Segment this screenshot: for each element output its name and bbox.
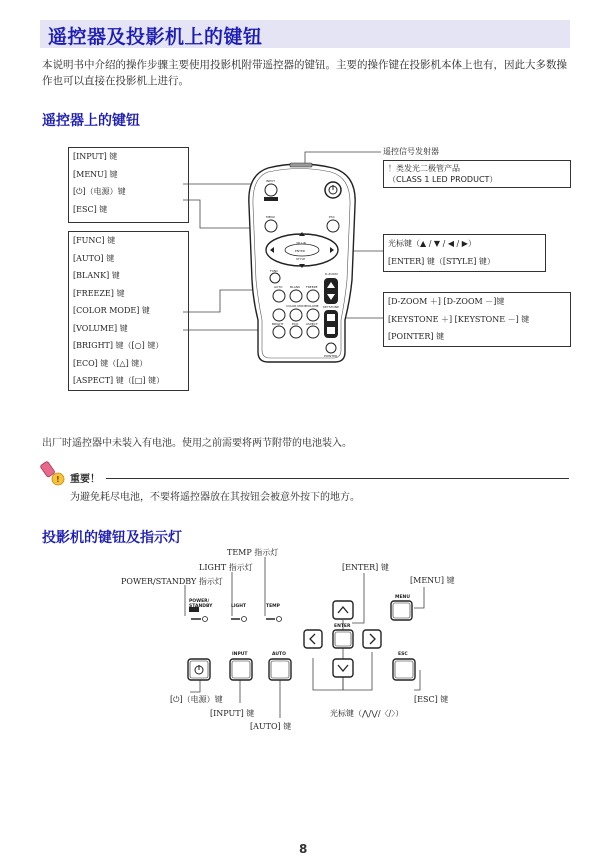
label-colormode-key: [COLOR MODE] 键	[73, 306, 150, 315]
important-label: 重要！	[70, 474, 100, 485]
remote-section-heading: 遥控器上的键钮	[42, 113, 140, 129]
panel-right-button	[363, 630, 381, 648]
panel-light-text: LIGHT	[231, 604, 247, 609]
label-esc-key: [ESC] 键	[73, 204, 108, 214]
panel-menu-button	[391, 601, 412, 620]
panel-menu-text: MENU	[395, 595, 410, 600]
remote-auto-text: AUTO	[274, 285, 283, 289]
remote-func-text: FUNC	[270, 269, 279, 273]
label-cursor-keys: 光标键（▲ / ▼ / ◀ / ▶）	[388, 239, 476, 248]
remote-bright-text: BRIGHT	[272, 322, 284, 326]
label-eco-key: [ECO] 键（[△] 键）	[73, 358, 148, 368]
remote-style-text: STYLE	[296, 257, 306, 261]
remote-keystone-text: KEYSTONE	[323, 305, 339, 309]
remote-diagram	[0, 0, 613, 420]
projector-panel-diagram	[0, 540, 613, 740]
menu-key-label: [MENU] 键	[410, 576, 455, 585]
panel-power-standby-text-1: POWER/	[189, 599, 210, 604]
label-freeze-key: [FREEZE] 键	[73, 288, 125, 298]
panel-left-button	[304, 630, 322, 648]
remote-blank-text: BLANK	[290, 285, 301, 289]
remote-dzoom-text: D-ZOOM	[325, 272, 338, 276]
remote-menu-text: MENU	[266, 215, 275, 219]
power-key-label: [⏻]（电源）键	[170, 695, 223, 704]
panel-esc-button	[393, 659, 415, 680]
label-pointer-key: [POINTER] 键	[388, 332, 445, 341]
label-menu-key: [MENU] 键	[73, 169, 118, 179]
label-volume-key: [VOLUME] 键	[73, 323, 128, 333]
label-enter-key: [ENTER] 键（[STYLE] 键）	[388, 256, 495, 266]
remote-input-text: INPUT	[266, 179, 275, 183]
label-bright-key: [BRIGHT] 键（[○] 键）	[73, 341, 164, 350]
battery-note: 出厂时遥控器中未装入有电池。使用之前需要将两节附带的电池装入。	[42, 438, 352, 449]
enter-key-label: [ENTER] 键	[342, 563, 389, 572]
remote-esc-text: ESC	[329, 215, 335, 219]
projector-panel-buttons	[188, 601, 415, 680]
auto-key-label: [AUTO] 键	[250, 722, 292, 731]
page-number: 8	[299, 842, 308, 856]
label-dzoom-key: [D-ZOOM ＋] [D-ZOOM －]键	[388, 297, 505, 306]
important-text: 为避免耗尽电池，不要将遥控器放在其按钮会被意外按下的地方。	[70, 492, 360, 503]
svg-text:!: !	[56, 475, 60, 484]
intro-paragraph: 本说明书中介绍的操作步骤主要使用投影机附带遥控器的键钮。主要的操作键在投影机本体上也有，因此大多数操作也可以直接在投影机上进行。	[42, 59, 567, 87]
label-power-key: [⏻]（电源）键	[73, 187, 126, 196]
important-rule	[106, 478, 569, 479]
remote-aspect-text: ASPECT	[306, 322, 318, 326]
important-icon	[38, 460, 70, 488]
panel-auto-text: AUTO	[272, 652, 286, 657]
remote-freeze-text: FREEZE	[306, 285, 318, 289]
label-keystone-key: [KEYSTONE ＋] [KEYSTONE －] 键	[388, 314, 530, 324]
panel-temp-text: TEMP	[266, 604, 280, 609]
remote-colormode-text: COLOR MODE	[286, 304, 307, 308]
panel-power-standby-text-2: STANDBY	[189, 604, 213, 609]
remote-pointer-text: POINTER	[324, 354, 338, 358]
panel-up-button	[333, 601, 353, 619]
label-func-key: [FUNC] 键	[73, 236, 116, 245]
panel-input-text: INPUT	[232, 652, 248, 657]
remote-eco-text: ECO	[292, 322, 299, 326]
label-input-key: [INPUT] 键	[73, 152, 118, 161]
panel-enter-text: ENTER	[334, 624, 351, 629]
remote-3dlr-text: 3D L/R	[296, 241, 306, 245]
projector-section-heading: 投影机的键钮及指示灯	[42, 530, 182, 546]
light-indicator-label: LIGHT 指示灯	[199, 563, 253, 572]
power-standby-indicator-label: POWER/STANDBY 指示灯	[121, 577, 223, 586]
panel-down-button	[333, 659, 353, 677]
led-warning-line-1: ！类发光二极管产品	[388, 164, 460, 173]
projector-indicators	[189, 607, 282, 622]
esc-key-label: [ESC] 键	[414, 695, 449, 704]
label-blank-key: [BLANK] 键	[73, 271, 120, 280]
page-title: 遥控器及投影机上的键钮	[48, 26, 263, 48]
panel-auto-button	[269, 659, 291, 680]
cursor-keys-label: 光标键（⋀/⋁/〈/〉）	[330, 709, 404, 718]
transmitter-label: 遥控信号发射器	[383, 147, 439, 156]
input-key-label: [INPUT] 键	[210, 709, 255, 718]
label-auto-key: [AUTO] 键	[73, 253, 115, 263]
temp-indicator-label: TEMP 指示灯	[227, 548, 279, 557]
remote-enter-text: ENTER	[295, 249, 305, 253]
panel-input-button	[230, 659, 252, 680]
led-warning-line-2: （CLASS 1 LED PRODUCT）	[388, 175, 498, 184]
label-aspect-key: [ASPECT] 键（[□] 键）	[73, 376, 165, 385]
remote-volume-text: VOLUME	[306, 304, 319, 308]
panel-esc-text: ESC	[398, 652, 408, 657]
panel-enter-button	[333, 630, 353, 648]
